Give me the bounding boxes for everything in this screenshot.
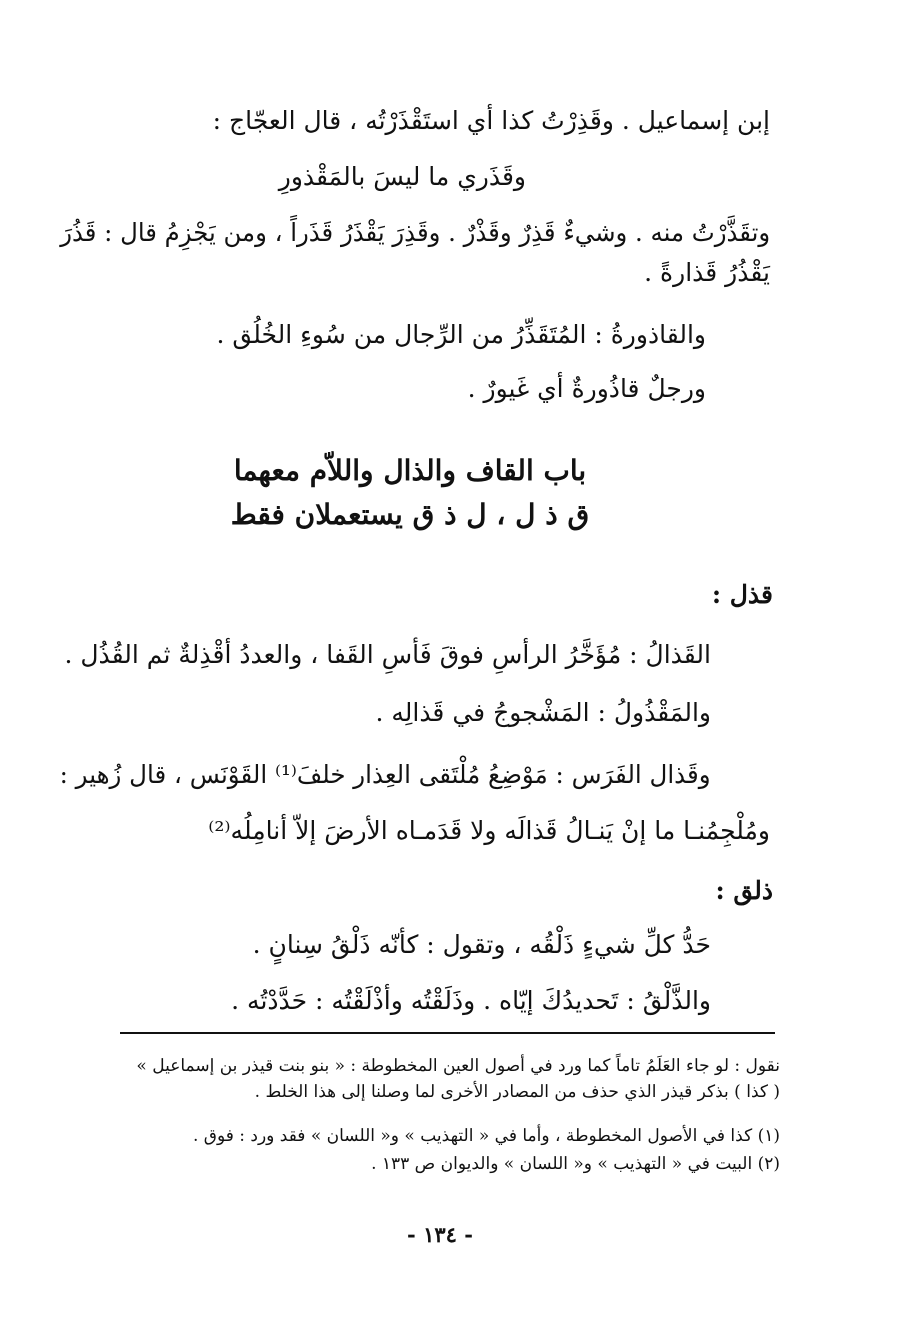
text-line: وقَذال الفَرَس : مَوْضِعُ مُلْتَقى العِذار خلفَ⁽¹⁾ القَوْنَس ، قال زُهير :: [59, 760, 711, 789]
text-line: القَذالُ : مُؤَخَّرُ الرأسِ فوقَ فَأسِ القَفا ، والعددُ أقْذِلةٌ ثم القُذُل .: [64, 640, 711, 669]
entry-heading: ذلق :: [715, 876, 773, 905]
verse-line: وقَذَري ما ليسَ بالمَقْذورِ: [278, 162, 526, 191]
text-line: وتقَذَّرْتُ منه . وشيءٌ قَذِرٌ وقَذْرٌ . وقَذِرَ يَقْذَرُ قَذَراً ، ومن يَجْزِمُ قال : قَذُرَ: [60, 218, 770, 247]
footnote-2: (٢) البيت في « التهذيب » و« اللسان » والديوان ص ١٣٣ .: [371, 1154, 780, 1174]
text-line: إبن إسماعيل . وقَذِرْتُ كذا أي استَقْذَرْتُه ، قال العجّاج :: [212, 106, 770, 135]
text-line: ورجلٌ قاذُورةٌ أي غَيورٌ .: [467, 374, 706, 403]
text-line: والذَّلْقُ : تَحديدُكَ إيّاه . وذَلَقْتُه وأذْلَقْتُه : حَدَّدْتُه .: [231, 986, 711, 1015]
text-line: يَقْذُرُ قَذارةً .: [644, 258, 770, 287]
text-line: والقاذورةُ : المُتَقَذِّرُ من الرِّجال من سُوءِ الخُلُق .: [216, 320, 706, 349]
footnote-text: ( كذا ) بذكر قيذر الذي حذف من المصادر الأخرى لما وصلنا إلى هذا الخلط .: [254, 1082, 780, 1102]
page-number: - ١٣٤ -: [407, 1222, 473, 1247]
footnote-separator: [120, 1032, 775, 1034]
entry-heading: قذل :: [711, 580, 773, 609]
verse-line: ومُلْجِمُنـا ما إنْ يَنـالُ قَذالَه ولا قَدَمـاه الأرضَ إلاّ أنامِلُه⁽²⁾: [208, 816, 770, 845]
chapter-subtitle: ق ذ ل ، ل ذ ق يستعملان فقط: [230, 498, 590, 531]
footnote-text: نقول : لو جاء العَلَمُ تاماً كما ورد في أصول العين المخطوطة : « بنو بنت قيذر بن إسماعيل »: [136, 1056, 780, 1076]
text-line: والمَقْذُولُ : المَشْجوجُ في قَذالِه .: [375, 698, 711, 727]
footnote-1: (١) كذا في الأصول المخطوطة ، وأما في « التهذيب » و« اللسان » فقد ورد : فوق .: [192, 1126, 780, 1146]
chapter-title: باب القاف والذال واللاّم معهما: [233, 454, 587, 487]
text-line: حَدُّ كلِّ شيءٍ ذَلْقُه ، وتقول : كأنّه ذَلْقُ سِنانٍ .: [252, 930, 711, 959]
